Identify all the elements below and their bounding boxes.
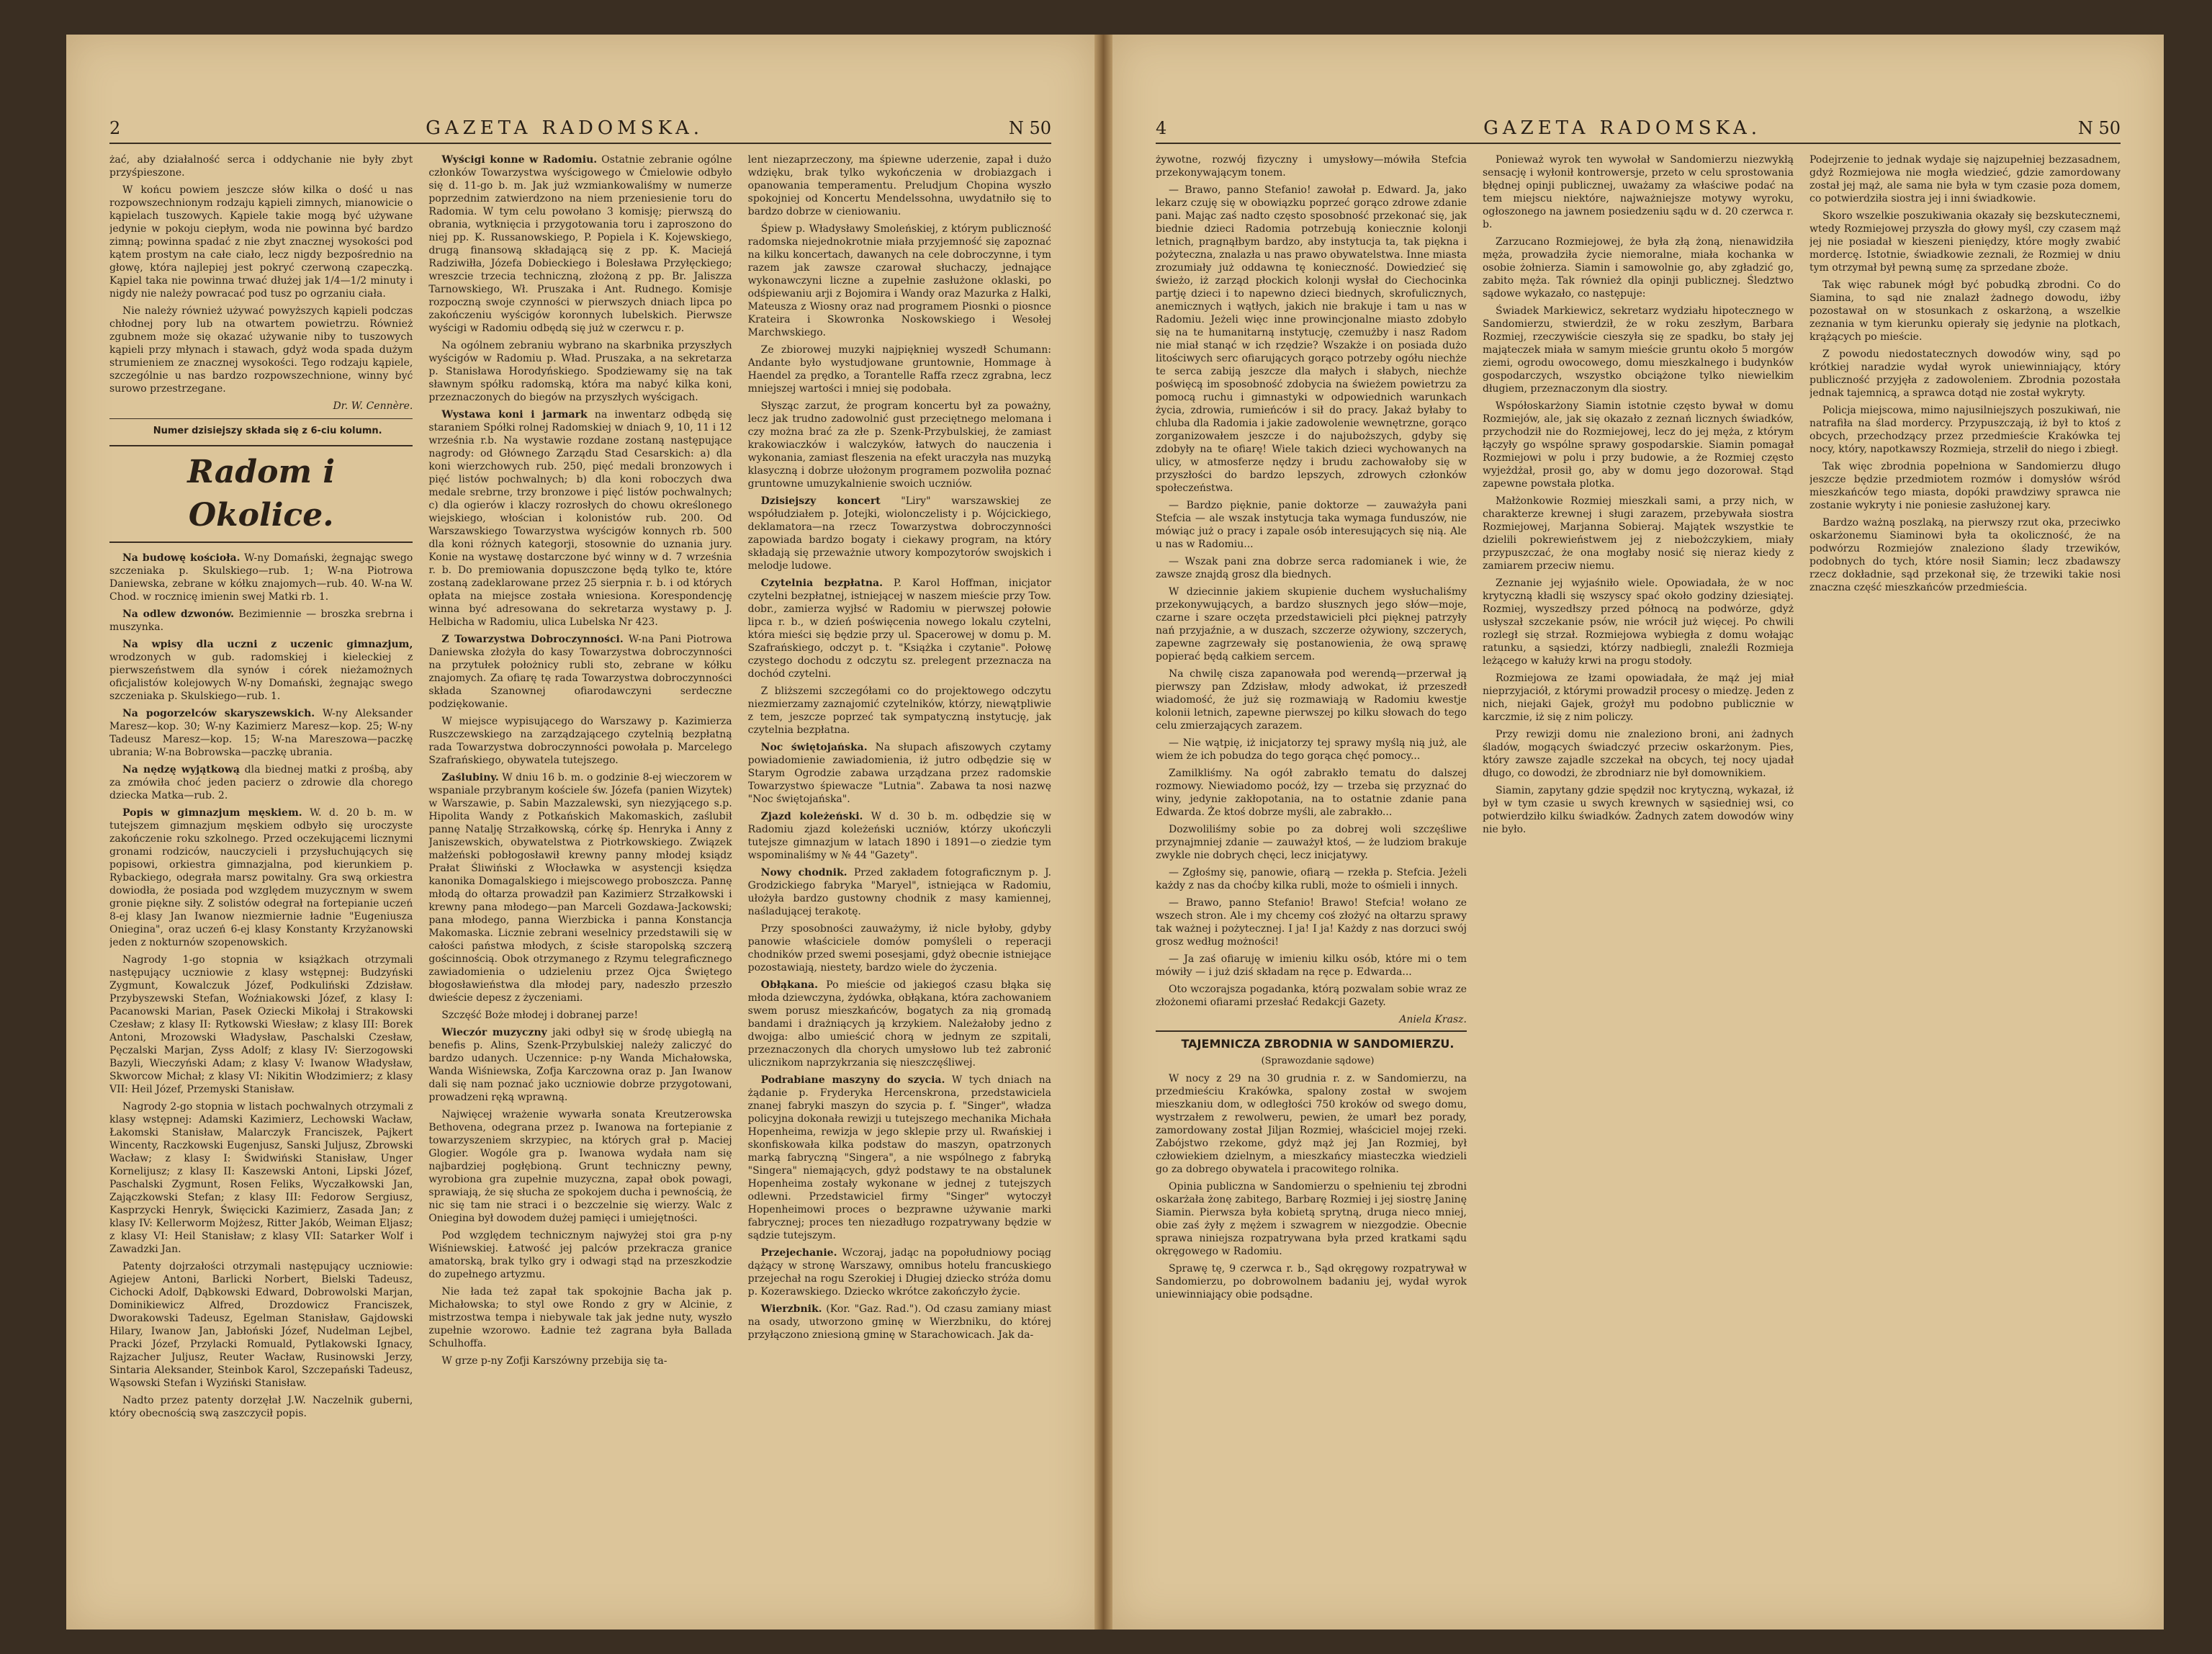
- news-item-text: W. d. 20 b. m. w tutejszem gimnazjum męskiem odbyło się uroczyste zakończenie roku szkolnego. Przed oczekującemi licznymi gronami rodziców, nauczycieli i przysłuchujących się popisowi, orkiestra gimnazjalna, pod kierunkiem p. Rybackiego, odegrała marsz powitalny. Gra swą orkiestra dowiodła, że posiada pod względem muzycznym w swem gronie piękne siły. Z solistów odegrał na fortepianie uczeń 8-ej klasy Jan Iwanow niezmiernie ładnie "Eugeniusza Oniegina", oraz uczeń 6-ej klasy Konstanty Krzyżanowski jeden z nokturnów szopenowskich.: [109, 807, 413, 948]
- news-item-text: Po mieście od jakiegoś czasu błąka się młoda dziewczyna, żydówka, obłąkana, która zachowaniem swem porusz mieszkańców, bogatych za nią gromadą bandami i drażniących ją krzykiem. Należałoby jedno z dwojga: albo umieścić chorą w jednym ze szpitali, przeznaczonych dla chorych umysłowo lub też zabronić ulicznikom naprzykrzania się nieszczęśliwej.: [747, 979, 1051, 1069]
- paragraph: Policja miejscowa, mimo najusilniejszych poszukiwań, nie natrafiła na ślad mordercy. Przypuszczają, iż był to ktoś z obcych, przechodzący przez przedmieście Krakówka tej nocy, który, napotkawszy Rozmieja, strzelił do niego i zbiegł.: [1809, 405, 2121, 455]
- left-col-2: [428, 153, 732, 1601]
- news-item-headline: Zjazd koleżeński.: [760, 811, 863, 822]
- paragraph: — Ja zaś ofiaruję w imieniu kilku osób, które mi o tem mówiły — i już dziś składam na ręce p. Edwarda...: [1156, 953, 1467, 978]
- paragraph: W grze p-ny Zofji Karszówny przebija się ta-: [441, 1355, 667, 1367]
- news-item: [428, 153, 732, 335]
- paragraph: Śpiew p. Władysławy Smoleńskiej, z którym publiczność radomska niejednokrotnie miała przyjemność się zapoznać na kilku koncertach, dawanych na cele dobroczynne, i tym razem jak zawsze czarował słuchaczy, jednające wykonawczyni liczne a zupełnie zasłużone oklaski, po odśpiewaniu arji z Bojomira i Wandy oraz Mazurka z Halki, Mateusza z Wiosny oraz nad programem Piosnki o piosnce Krateira i Skowronka Noskowskiego i Wesołej Marchwskiego.: [747, 223, 1051, 338]
- right-col-3: [1809, 153, 2121, 1601]
- article-subtitle: (Sprawozdanie sądowe): [1261, 1056, 1375, 1066]
- paragraph: Sprawę tę, 9 czerwca r. b., Sąd okręgowy rozpatrywał w Sandomierzu, po dobrowolnem badaniu jej, wydał wyrok uniewinniający obie podsądne.: [1156, 1263, 1467, 1300]
- news-item-text: W tych dniach na żądanie p. Fryderyka Hercenskrona, przedstawiciela znanej fabryki maszyn do szycia p. f. "Singer", władza policyjna dokonała rewizji u tutejszego mechanika Michała Hopenheima, rewizja w jego sklepie przy ul. Rwańskiej i skonfiskowała kilka podstaw do maszyn, opatrzonych marką fabryczną "Singera", a nie wspólnego z fabryką "Singera" niemających, gdyż podstawy te na obstalunek Hopenheima zostały wykonane w jednej z tutejszych odlewni. Przedstawiciel firmy "Singer" wytoczył Hopenheimowi proces o bezprawne używanie marki fabrycznej; proces ten niezadługo rozpatrywany będzie w sądzie tutejszym.: [747, 1074, 1051, 1241]
- news-item-headline: Dzisiejszy koncert: [760, 495, 881, 507]
- news-item-headline: Wieczór muzyczny: [441, 1027, 547, 1038]
- paragraph: Oto wczorajsza pogadanka, którą pozwalam sobie wraz ze złożonemi ofiarami przesłać Redakcji Gazety.: [1156, 984, 1467, 1008]
- news-item-headline: Wierzbnik.: [760, 1303, 822, 1315]
- paragraph: — Brawo, panno Stefanio! zawołał p. Edward. Ja, jako lekarz czuję się w obowiązku poprzeć gorąco zdrowe zdanie pani. Mając zaś nadto często sposobność przekonać się, jak biednie dzieci Radomia potrzebują koniecznie kolonji letnich, pragnąłbym bardzo, aby instytucja ta, tak piękna i pożyteczna, znalazła u nas prawo obywatelstwa. Inne miasta zrozumiały już oddawna tę konieczność. Dowiedzieć się świeżo, iż zarząd płockich kolonji wysłał do Ciechocinka partję dzieci i to napewno dzieci biednych, skrofulicznych, anemicznych i wątłych, jakich nie brakuje i tam u nas w Radomiu. Jeżeli więc inne prowincjonalne miasto zdobyło się na te humanitarną instytucję, czemużby i nasz Radom nie miał stanąć w ich rzędzie? Wszakże i on posiada dużo litościwych serc ofiarujących gorąco potrzeby ogółu niechże te serca zabiją jeszcze dla małych i słabych, niechże poświęcą im sposobność zdobycia na świeżem powietrzu za pomocą ruchu i gimnastyki w odpowiednich warunkach życia, zdrowia, rumieńców i sił do pracy. Jakaż byłaby to chluba dla Radomia i jakie zadowolenie wewnętrzne, gorąco zorganizowałem jeszcze i do najuboższych, gdyby się zdobyły na te ofiarę! Wiele takich dzieci wychowanych na ulicy, w atmosferze nędzy i brudu zachowałoby się w przyszłości do bardzo lepszych, zdrowych członków społeczeństwa.: [1156, 184, 1467, 494]
- paragraph: — Bardzo pięknie, panie doktorze — zauważyła pani Stefcia — ale wszak instytucja taka wymaga funduszów, nie mówiąc już o pracy i zapale osób interesujących się nią. Ale u nas w Radomiu...: [1156, 500, 1467, 550]
- paragraph: Tak więc zbrodnia popełniona w Sandomierzu długo jeszcze będzie przedmiotem rozmów i domysłów wśród mieszkańców tego miasta, dopóki prawdziwy sprawca nie zostanie wykryty i nie poniesie zasłużonej kary.: [1809, 461, 2121, 511]
- news-item: [748, 741, 1051, 806]
- article-signature: Dr. W. Cennère.: [333, 400, 413, 412]
- divider: [109, 418, 413, 419]
- news-item: [748, 1074, 1051, 1242]
- news-item-headline: Na nędzę wyjątkową: [122, 764, 240, 776]
- news-item-text: na inwentarz odbędą się staraniem Spółki rolnej Radomskiej w dniach 9, 10, 11 i 12 września r.b. Na wystawie rozdane zostaną następujące nagrody: od Głównego Zarządu Stad Cesarskich: a) dla koni wierzchowych rub. 250, pięć medali bronzowych i pięć listów pochwalnych; b) dla koni roboczych dwa medale srebrne, trzy bronzowe i pięć listów pochwalnych; c) dla ogierów i klaczy rozrosłych do chowu określonego wiejskiego, włościan i kolonistów rub. 200. Od Warszawskiego Towarzystwa wyścigów konnych rb. 500 dla koni różnych kategorji, stosownie do uznania jury. Konie na wystawę dostarczone być winny w d. 7 września r. b. Do premiowania dopuszczone będą tylko te, które zostaną zadeklarowane przez 25 sierpnia r. b. i od których opłata na miejsce została wniesiona. Korespondencję winna być adresowana do sekretarza wystawy p. J. Helbicha w Radomiu, ulica Lubelska Nr 423.: [428, 409, 732, 628]
- news-item: [428, 633, 732, 711]
- paragraph: Opinia publiczna w Sandomierzu o spełnieniu tej zbrodni oskarżała żonę zabitego, Barbarę Rozmiej i jej siostrę Janinę Siamin. Pierwsza była kobietą sprytną, druga nieco mniej, obie zaś żyły z mężem i szwagrem w niezgodzie. Obecnie sprawa niniejsza rozpatrywana była przed kratkami sądu okręgowego w Radomiu.: [1156, 1181, 1467, 1257]
- left-col-3: [748, 153, 1051, 1601]
- right-page-number: 4: [1156, 118, 1167, 138]
- news-item-headline: Z Towarzystwa Dobroczynności.: [441, 634, 624, 645]
- paragraph: Szczęść Boże młodej i dobranej parze!: [441, 1010, 639, 1021]
- paragraph: W końcu powiem jeszcze słów kilka o dość u nas rozpowszechnionym rodzaju kąpieli zimnych, mianowicie o kąpielach tuszowych. Kąpiele takie mogą być używane jedynie w pokoju ciepłym, woda nie powinna być bardzo zimną; powinna spadać z nie zbyt znacznej wysokości pod kątem prostym na całe ciało, lecz nigdy bezpośrednio na głowę, która najlepiej jest pokryć czerwoną czapeczką. Kąpiel taka nie powinna trwać dłużej jak 1/4—1/2 minuty i nigdy nie należy powracać pod tusz po ogrzaniu ciała.: [109, 184, 413, 300]
- news-item-text: W d. 30 b. m. odbędzie się w Radomiu zjazd koleżeński uczniów, którzy ukończyli tutejsze gimnazjum w latach 1890 i 1891—o ziedzie tym wspominaliśmy w № 44 "Gazety".: [747, 811, 1051, 861]
- paragraph: Bardzo ważną poszlaką, na pierwszy rzut oka, przeciwko oskarżonemu Siaminowi była ta okoliczność, że na podwórzu Rozmiejów znaleziono ślady trzewików, podobnych do tych, które nosił Siamin; lecz zbadawszy rzecz dokładnie, sąd przekonał się, że trzewiki takie nosi znaczna część mieszkańców przedmieścia.: [1809, 517, 2121, 593]
- news-item-headline: Noc świętojańska.: [760, 742, 868, 753]
- paragraph: żać, aby działalność serca i oddychanie nie były zbyt przyśpieszone.: [109, 154, 413, 179]
- news-item-text: dla biednej matki z prośbą, aby za zmówiła choć jeden pacierz o zdrowie dla chorego dziecka Matka—rub. 2.: [109, 764, 413, 801]
- news-item-headline: Na odlew dzwonów.: [122, 608, 235, 620]
- right-issue-number: N 50: [2077, 118, 2121, 138]
- news-item-headline: Wyścigi konne w Radomiu.: [441, 154, 598, 166]
- paragraph: Przy sposobności zauważymy, iż nicle byłoby, gdyby panowie właściciele domów pomyśleli o reperacji chodników przed swemi posesjami, gdyż obecnie istniejące pozostawiają, niestety, bardzo wiele do życzenia.: [747, 923, 1051, 974]
- paragraph: Patenty dojrzałości otrzymali następujący uczniowie: Agiejew Antoni, Barlicki Norbert, Bielski Tadeusz, Cichocki Adolf, Dąbkowski Edward, Dobrowolski Marjan, Dominikiewicz Alfred, Drozdowicz Franciszek, Dworakowski Tadeusz, Egelman Stanisław, Gajdowski Hilary, Iwanow Jan, Jabłoński Józef, Nudelman Lejbel, Pracki Józef, Przylacki Romuald, Pytlakowski Ignacy, Rajzacher Juljusz, Reuter Wacław, Rusinowski Jerzy, Sintaria Aleksander, Steinbok Karol, Szczepański Tadeusz, Wąsowski Stefan i Wyziński Stanisław.: [109, 1261, 413, 1389]
- news-item-text: Na słupach afiszowych czytamy powiadomienie zawiadomienia, iż jutro odbędzie się w Starym Ogrodzie zabawa urządzana przez radomskie Towarzystwo śpiewacze "Lutnia". Zabawa ta nosi nazwę "Noc świętojańska".: [747, 742, 1051, 805]
- left-col-1: [109, 153, 413, 1601]
- right-page: [1112, 35, 2164, 1630]
- paragraph: Podejrzenie to jednak wydaje się najzupełniej bezzasadnem, gdyż Rozmiejowa nie mogła wiedzieć, gdzie zamordowany został jej mąż, ale sama nie była w tym czasie poza domem, co potwierdziła siostra jej i inni świadkowie.: [1809, 154, 2121, 204]
- news-item-headline: Nowy chodnik.: [760, 867, 848, 878]
- paragraph: W nocy z 29 na 30 grudnia r. z. w Sandomierzu, na przedmieściu Krakówka, spalony został w swojem mieszkaniu dom, w odległości 750 kroków od swego domu, wystrzałem z rewolweru, pewien, że umarł bez porady, zamordowany został Jiljan Rozmiej, właściciel mojej rzeki. Zabójstwo rzekome, gdyż mąż jej Jan Rozmiej, był człowiekiem dzielnym, a mieszkańcy miasteczka wiedzieli go za dobrego obywatela i pracowitego rolnika.: [1156, 1073, 1467, 1175]
- news-item-text: Przed zakładem fotograficznym p. J. Grodzickiego fabryka "Maryel", istniejąca w Radomiu, ułożyła bardzo gustowny chodnik z masy kamiennej, naśladującej terakotę.: [747, 867, 1051, 917]
- page-gutter: [1094, 35, 1112, 1630]
- news-item-text: W dniu 16 b. m. o godzinie 8-ej wieczorem w wspaniale przybranym kościele św. Józefa (panien Wizytek) w Warszawie, p. Sabin Mazzalewski, syn niezyjącego s.p. Hipolita Wandy z Potkańskich Makomaskich, zaślubił pannę Natalję Strzałkowską, córkę śp. Henryka i Anny z Janiszewskich, obywatelstwa z Piotrkowskiego. Związek małżeński pobłogosławił krewny panny młodej ksiądz Prałat Śliwiński z Włocławka w asystencji księdza kanonika Domagalskiego i miejscowego proboszcza. Pannę młodą do ołtarza prowadził pan Kazimierz Strzałkowski i krewny pana młodego—pan Marceli Gozdawa-Jackowski; pana młodego, panna Wierzbicka i panna Konstancja Makomaska. Licznie zebrani weselnicy przedstawili się w całości państwa młodych, z ścisłe staropolską szczerą gościnnością. Obok otrzymanego z Rzymu telegraficznego zawiadomienia o udzieleniu przez Ojca Świętego błogosławieństwa dla młodej pary, nadeszło przeszło dwieście depesz z życzeniami.: [428, 772, 732, 1004]
- paragraph: Świadek Markiewicz, sekretarz wydziału hipotecznego w Sandomierzu, stwierdził, że w roku zeszłym, Barbara Rozmiej, rzeczywiście cieszyła się ze spadku, bo stały jej mająteczek miała w samym mieście gruntu około 5 morgów ziemi, ogrodu owocowego, domu mieszkalnego i budynków gospodarczych, wszystko obciążone tylko niewielkim długiem, przeznaczonym dla siostry.: [1483, 305, 1794, 395]
- paragraph: Nagrody 1-go stopnia w książkach otrzymali następujący uczniowie z klasy wstępnej: Budzyński Zygmunt, Kowalczuk Józef, Podkuliński Zdzisław. Przybyszewski Stefan, Woźniakowski Józef, z klasy I: Pacanowski Marian, Pasek Oziecki Mikołaj i Strakowski Czesław; z klasy II: Rytkowski Wiesław; z klasy III: Borek Antoni, Mrozowski Władysław, Paschalski Czesław, Pęczalski Marjan, Zyss Adolf; z klasy IV: Sierzogowski Bazyli, Wieczyński Adam; z klasy V: Iwanow Władysław, Skworcow Michał; z klasy VI: Nikitin Włodzimierz; z klasy VII: Heil Józef, Przemyski Stanisław.: [109, 954, 413, 1095]
- news-item: [109, 552, 413, 603]
- paragraph: Z bliższemi szczegółami co do projektowego odczytu niezmierzamy zaznajomić czytelników, którzy, niewątpliwie z tem, jeszcze poprzeć tak sympatyczną instytucję, jak czytelnia bezpłatna.: [747, 686, 1051, 736]
- left-issue-number: N 50: [1008, 118, 1051, 138]
- left-running-head: [109, 114, 1051, 144]
- news-item: [748, 1246, 1051, 1298]
- news-item: [109, 806, 413, 949]
- news-item: [748, 577, 1051, 680]
- news-item-headline: Wystawa koni i jarmark: [441, 409, 588, 421]
- paragraph: Pod względem technicznym najwyżej stoi gra p-ny Wiśniewskiej. Łatwość jej palców przekracza granice amatorską, brak tylko gry i odwagi stąd na przeszkodzie do zupełnego artyzmu.: [428, 1230, 732, 1280]
- paragraph: Tak więc rabunek mógł być pobudką zbrodni. Co do Siamina, to sąd nie znalazł żadnego dowodu, iżby pozostawał on w stosunkach z oskarżoną, a wszelkie zeznania w tym kierunku opierały się jedynie na plotkach, krążących po mieście.: [1809, 279, 2121, 343]
- paragraph: Małżonkowie Rozmiej mieszkali sami, a przy nich, w charakterze krewnej i sługi zarazem, przebywała siostra Rozmiejowej, Marjanna Sobieraj. Majątek wszystkie te dzielili pokrewieństwem jej z niebożczykiem, miały przypuszczać, że ona mogłaby nosić się nieraz kiedy z zamiarem przeciw niemu.: [1483, 495, 1794, 572]
- news-item-headline: Czytelnia bezpłatna.: [760, 577, 883, 589]
- paragraph: Ze zbiorowej muzyki najpiękniej wyszedł Schumann: Andante było wystudjowane gruntownie, Hommage à Haendel za prędko, a Torantelle Raffa rzecz zgrabna, lecz mniejszej wartości i mniej się podobała.: [747, 344, 1051, 395]
- section-title: Radom i Okolice.: [109, 445, 413, 543]
- paragraph: Nadto przez patenty dorzęłał J.W. Naczelnik guberni, który obecnością swą zaszczycił popis.: [109, 1395, 413, 1419]
- news-item-headline: Popis w gimnazjum męskiem.: [122, 807, 302, 819]
- right-col-1: [1156, 153, 1467, 1601]
- paragraph: Skoro wszelkie poszukiwania okazały się bezskutecznemi, wtedy Rozmiejowej przyszła do głowy myśl, czy czasem mąż jej nie posiadał w kieszeni pieniędzy, które mogły zwabić mordercę. Istotnie, świadkowie zeznali, że Rozmiej w dniu tym otrzymał był pewną sumę za sprzedane zboże.: [1809, 210, 2121, 274]
- news-item-headline: Obłąkana.: [760, 979, 818, 991]
- paragraph: Zeznanie jej wyjaśniło wiele. Opowiadała, że w noc krytyczną kładli się wszyscy spać około godziny dziesiątej. Rozmiej, wyszedłszy przed północą na podwórze, gdyż usłyszał szczekanie psów, nie wrócił już więcej. Po chwili rozległ się strzał. Rozmiejowa wybiegła z domu wołając ratunku, a sąsiedzi, którzy nadbiegli, znaleźli Rozmieja leżącego w kałuży krwi na progu stodoły.: [1483, 577, 1794, 667]
- paragraph: W miejsce wypisującego do Warszawy p. Kazimierza Ruszczewskiego na zarządzającego czytelnią bezpłatną rada Towarzystwa dobroczynności powołała p. Marcelego Szafrańskiego, obywatela tutejszego.: [428, 716, 732, 766]
- paragraph: Słysząc zarzut, że program koncertu był za poważny, lecz jak trudno zadowolnić gust przeciętnego melomana i czy można brać za złe p. Szenk-Przybulskiej, że zamiast krakowiaczków i walczyków, łatwych do nauczenia i wykonania, zamiast fleszenia na efekt uraczyła nas muzyką klasyczną i dobrze ułożonym programem pozwoliła poznać gruntowne umuzykalnienie swoich uczniów.: [747, 400, 1051, 490]
- news-item: [109, 707, 413, 759]
- news-item-headline: Na pogorzelców skaryszewskich.: [122, 708, 315, 719]
- news-item-text: "Liry" warszawskiej ze współudziałem p. Jotejki, wiolonczelisty i p. Wójcickiego, deklamatora—na rzecz Towarzystwa dobroczynności zapowiada bardzo bogaty i ciekawy program, na który składają się przeważnie utwory kompozytorów swojskich i melodje ludowe.: [747, 495, 1051, 572]
- issue-notice: Numer dzisiejszy składa się z 6-ciu kolumn.: [153, 426, 382, 436]
- paragraph: Zamilkliśmy. Na ogół zabrakło tematu do dalszej rozmowy. Niewiadomo pocóż, łzy — trzeba się przyznać do winy, jedynie zakłopotania, na to ostatnie zdanie pana Edwarda. Że ktoś dobrze myśli, ale zabrakło...: [1156, 768, 1467, 818]
- left-columns: [109, 153, 1051, 1601]
- paragraph: Dozwoliliśmy sobie po za dobrej woli szczęśliwe przynajmniej zdanie — zauważył ktoś, — że ludziom brakuje zwykle nie dobrych chęci, lecz inicjatywy.: [1156, 824, 1467, 861]
- news-item: [428, 1026, 732, 1104]
- news-item-text: Bezimiennie — broszka srebrna i muszynka.: [109, 608, 413, 633]
- paragraph: lent niezaprzeczony, ma śpiewne uderzenie, zapał i dużo wdzięku, brak tylko wykończenia w drobiazgach i opanowania temperamentu. Preludjum Chopina wyszło spokojniej od Koncertu Mendelssohna, uwydatniło się to bardzo dobrze w cieniowaniu.: [747, 154, 1051, 217]
- paragraph: — Wszak pani zna dobrze serca radomianek i wie, że zawsze znajdą grosz dla biednych.: [1156, 556, 1467, 580]
- paragraph: Rozmiejowa ze łzami opowiadała, że mąż jej miał nieprzyjaciół, z którymi prowadził procesy o miedzę. Jeden z nich, niejaki Gajek, grożył mu podobno publicznie w karczmie, iż się z nim policzy.: [1483, 673, 1794, 723]
- news-item-headline: Podrabiane maszyny do szycia.: [760, 1074, 945, 1086]
- news-item: [428, 771, 732, 1004]
- left-page-number: 2: [109, 118, 121, 138]
- paragraph: żywotne, rozwój fizyczny i umysłowy—mówiła Stefcia przekonywającym tonem.: [1156, 154, 1467, 179]
- paragraph: Ponieważ wyrok ten wywołał w Sandomierzu niezwykłą sensację i wyłonił kontrowersje, przeto w celu sprostowania błędnej opinji publicznej, uważamy za właściwe podać na tem miejscu niektóre, najważniejsze motywy wyroku, ogłoszonego na jawnem posiedzeniu sądu w d. 20 czerwca r. b.: [1483, 154, 1794, 230]
- news-item-text: W-ny Aleksander Maresz—kop. 30; W-ny Kazimierz Maresz—kop. 25; W-ny Tadeusz Maresz—kop. 15; W-na Mareszowa—paczkę ubrania; W-na Bobrowska—paczkę ubrania.: [109, 708, 413, 758]
- article-title: TAJEMNICZA ZBRODNIA W SANDOMIERZU.: [1156, 1030, 1467, 1051]
- news-item: [428, 408, 732, 629]
- paragraph: Z powodu niedostatecznych dowodów winy, sąd po krótkiej naradzie wydał wyrok uniewinniający, który publiczność przyjęła z zadowoleniem. Zbrodnia pozostała jednak tajemnicą, a sprawca dotąd nie został wykryty.: [1809, 349, 2121, 399]
- news-item: [109, 763, 413, 802]
- right-col-2: [1483, 153, 1794, 1601]
- news-item-headline: Zaślubiny.: [441, 772, 499, 783]
- right-masthead: GAZETA RADOMSKA.: [1483, 117, 1762, 139]
- news-item-text: Ostatnie zebranie ogólne członków Towarzystwa wyścigowego w Ćmielowie odbyło się d. 11-go b. m. Jak już wzmiankowaliśmy w numerze poprzednim zatwierdzono na niem przeniesienie toru do Radomia. W tym celu powołano 3 komisję; pierwszą do obrania, wytknięcia i przygotowania toru i zaproszono do niej pp. K. Russanowskiego, P. Popiela i K. Kojewskiego, drugą finansową składającą się z pp. K. Maciejá Radziwiłła, Józefa Dobieckiego i Bolesława Przyłęckiego; wreszcie trzecia techniczną, złożoną z pp. Br. Jaliszza Tarnowskiego, Wł. Pruszaka i Ant. Rudnego. Komisje rozpoczną swoje czynności w pierwszych dniach lipca po zakończeniu wyścigów koronnych lubelskich. Pierwsze wyścigi w Radomiu odbędą się już w czerwcu r. p.: [428, 154, 732, 334]
- left-page: [66, 35, 1094, 1630]
- news-item-text: Wczoraj, jadąc na popołudniowy pociąg dążący w stronę Warszawy, omnibus hotelu francuskiego przejechał na rogu Szerokiej i Długiej dziecko stróża domu p. Kozerawskiego. Dziecko wkrótce zakończyło życie.: [747, 1247, 1051, 1298]
- news-item: [748, 810, 1051, 862]
- news-item-text: wrodzonych w gub. radomskiej i kieleckiej z pierwszeństwem dla synów i córek nieżamożnych oficjalistów kolejowych W-ny Domański, żegnając swego szczeniaka p. Skulskiego—rub. 1.: [109, 652, 413, 702]
- news-item-text: P. Karol Hoffman, inicjator czytelni bezpłatnej, istniejącej w naszem mieście przy Tow. dobr., zamierza wyjłsć w Radomiu w pierwszej połowie lipca r. b., w dzień poświęcenia nowego lokalu czytelni, która mieści się będzie przy ul. Spacerowej w domu p. M. Szafrańskiego, odczyt p. t. "Książka i czytanie". Połowę czystego dochodu z odczytu sz. prelegent przeznacza na dochód czytelni.: [747, 577, 1051, 680]
- news-item: [109, 608, 413, 634]
- news-item-headline: Na wpisy dla uczni z uczenic gimnazjum,: [122, 639, 413, 650]
- article-signature: Aniela Krasz.: [1399, 1014, 1467, 1025]
- paragraph: Nie łada też zapał tak spokojnie Bacha jak p. Michałowska; to styl owe Rondo z gry w Alcinie, z mistrzostwa tempa i niebywale tak jak jedne nuty, wyszło zupełnie wzorowo. Ładnie też zagrana była Ballada Schulhoffa.: [428, 1286, 732, 1349]
- paragraph: Najwięcej wrażenie wywarła sonata Kreutzerowska Bethovena, odegrana przez p. Iwanowa na fortepianie z towarzyszeniem skrzypiec, na których grał p. Maciej Glogier. Wogóle gra p. Iwanowa wydała nam się najbardziej pogłębioną. Grunt techniczny pewny, wyrobiona gra zupełnie muzyczna, zapał obok powagi, sprawiają, że się słucha ze spokojem ducha i pewnością, że nic się tam nie straci i o bezczelnie się wierzy. Walc z Oniegina był dowodem dużej pamięci i umiejętności.: [428, 1109, 732, 1224]
- paragraph: Nie należy również używać powyższych kąpieli podczas chłodnej pory lub na otwartem powietrzu. Również zgubnem może się okazać używanie niby to tuszowych kąpieli przy młynach i stawach, gdyż woda spada dużym strumieniem ze znacznej wysokości. Tego rodzaju kąpiele, szczególnie u nas bardzo rozpowszechnione, winny być surowo przestrzegane.: [109, 305, 413, 395]
- news-item-headline: Przejechanie.: [760, 1247, 837, 1259]
- paragraph: Na chwilę cisza zapanowała pod werendą—przerwał ją pierwszy pan Zdzisław, młody adwokat, iż przeszedł wiadomość, że już się rozmawiają w Radomiu kwestje kolonii letnich, zapewne pierwszej po kilku słowach do tego celu zmierzających zarazem.: [1156, 668, 1467, 732]
- paragraph: Przy rewizji domu nie znaleziono broni, ani żadnych śladów, mogących świadczyć przeciw oskarżonym. Pies, który zawsze zajadle szczekał na obcych, tej nocy ujadał długo, co dowodzi, że zbrodniarz nie był domownikiem.: [1483, 729, 1794, 779]
- news-item-text: (Kor. "Gaz. Rad."). Od czasu zamiany miast na osady, utworzono gminę w Wierzbniku, do której przyłączono zniesioną gminę w Starachowicach. Jak da-: [747, 1303, 1051, 1341]
- right-columns: [1156, 153, 2121, 1601]
- right-running-head: [1156, 114, 2121, 144]
- paragraph: — Brawo, panno Stefanio! Brawo! Stefcia! wołano ze wszech stron. Ale i my chcemy coś złożyć na ołtarzu sprawy tak ważnej i pożytecznej. I ja! I ja! Każdy z nas dorzuci swój grosz według możności!: [1156, 897, 1467, 948]
- news-item-text: W-na Pani Piotrowa Daniewska złożyła do kasy Towarzystwa dobroczynności na przytułek położnicy rubli sto, zebrane w kółku znajomych. Za ofiarę tę rada Towarzystwa dobroczynności składa Szanownej ofiarodawczyni serdeczne podziękowanie.: [428, 634, 732, 710]
- paragraph: W dziecinnie jakiem skupienie duchem wysłuchaliśmy przekonywujących, a bardzo słusznych jego słów—moje, czarne i szare oczęta przedstawicieli płci pięknej patrzyły nań przyjaźnie, a w duszach, szczerze ożywiony, szczerych, zapewne zagrzewały się postanowienia, że ową sprawę popierać będą całkiem sercem.: [1156, 586, 1467, 662]
- news-item: [748, 866, 1051, 918]
- paragraph: Siamin, zapytany gdzie spędził noc krytyczną, wykazał, iż był w tym czasie u swych krewnych w sąsiedniej wsi, co potwierdziło kilku świadków. Żadnych zatem dowodów winy nie było.: [1483, 785, 1794, 835]
- news-item-text: jaki odbył się w środę ubiegłą na benefis p. Alins, Szenk-Przybulskiej należy zaliczyć do bardzo udanych. Uczennice: p-ny Wanda Michałowska, Wanda Wiśniewska, Zofja Karczowna oraz p. Jan Iwanow dali się nam poznać jako uczniowie dobrze przygotowani, prowadzeni ręką wprawną.: [428, 1027, 732, 1103]
- news-item-headline: Na budowę kościoła.: [122, 552, 240, 564]
- left-masthead: GAZETA RADOMSKA.: [426, 117, 704, 139]
- paragraph: Na ogólnem zebraniu wybrano na skarbnika przyszłych wyścigów w Radomiu p. Wład. Pruszaka, a na sekretarza p. Stanisława Horodyńskiego. Spodziewamy się na tak sławnym spółku radomską, która ma nabyć kilka koni, przeznaczonych do biegów na przyszłych wyścigach.: [428, 340, 732, 403]
- paragraph: — Zgłośmy się, panowie, ofiarą — rzekła p. Stefcia. Jeżeli każdy z nas da choćby kilka rubli, może to ośmieli i innych.: [1156, 867, 1467, 891]
- paragraph: Zarzucano Rozmiejowej, że była złą żoną, nienawidziła męża, prowadziła życie niemoralne, miała kochanka w osobie żołnierza. Siamin i samowolnie go, aby zgładzić go, zabito męża. Tak również dla opinji publicznej. Śledztwo sądowe wykazało, co następuje:: [1483, 236, 1794, 300]
- news-item: [748, 1303, 1051, 1341]
- news-item: [748, 495, 1051, 572]
- news-item: [748, 979, 1051, 1069]
- news-item: [109, 638, 413, 703]
- paragraph: — Nie wątpię, iż inicjatorzy tej sprawy myślą nią już, ale wiem że ich pobudza do tego gorąca chęć pomocy...: [1156, 737, 1467, 762]
- news-item-text: W-ny Domański, żegnając swego szczeniaka p. Skulskiego—rub. 1; W-na Piotrowa Daniewska, zebrane w kółku znajomych—rub. 40. W-na W. Chod. w rocznicę imienin swej Matki rb. 1.: [109, 552, 413, 603]
- paragraph: Współoskarżony Siamin istotnie często bywał w domu Rozmiejów, ale, jak się okazało z zeznań licznych świadków, przychodził nie do Rozmiejowej, lecz do jej męża, z którym łączyły go wspólne sprawy gospodarskie. Siamin pomagał Rozmiejowi w polu i przy budowie, a że Rozmiej często wyjeżdżał, prosił go, aby w domu jego dozorował. Stąd zapewne powstała plotka.: [1483, 400, 1794, 490]
- paragraph: Nagrody 2-go stopnia w listach pochwalnych otrzymali z klasy wstępnej: Adamski Kazimierz, Lechowski Wacław, Łakomski Stanisław, Malarczyk Franciszek, Pajkert Wincenty, Raczkowski Eugenjusz, Sanski Juljusz, Zbrowski Wacław; z klasy I: Świdwiński Stanisław, Unger Kornelijusz; z klasy II: Kaszewski Antoni, Lipski Józef, Paschalski Zygmunt, Rosen Feliks, Wyczałkowski Jan, Zajączkowski Stefan; z klasy III: Fedorow Sergiusz, Kasprzycki Henryk, Święcicki Kazimierz, Zasada Jan; z klasy IV: Kellerworm Mojżesz, Ritter Jakób, Weiman Eljasz; z klasy VI: Heil Stanisław; z klasy VII: Satarker Wolf i Zawadzki Jan.: [109, 1101, 413, 1255]
